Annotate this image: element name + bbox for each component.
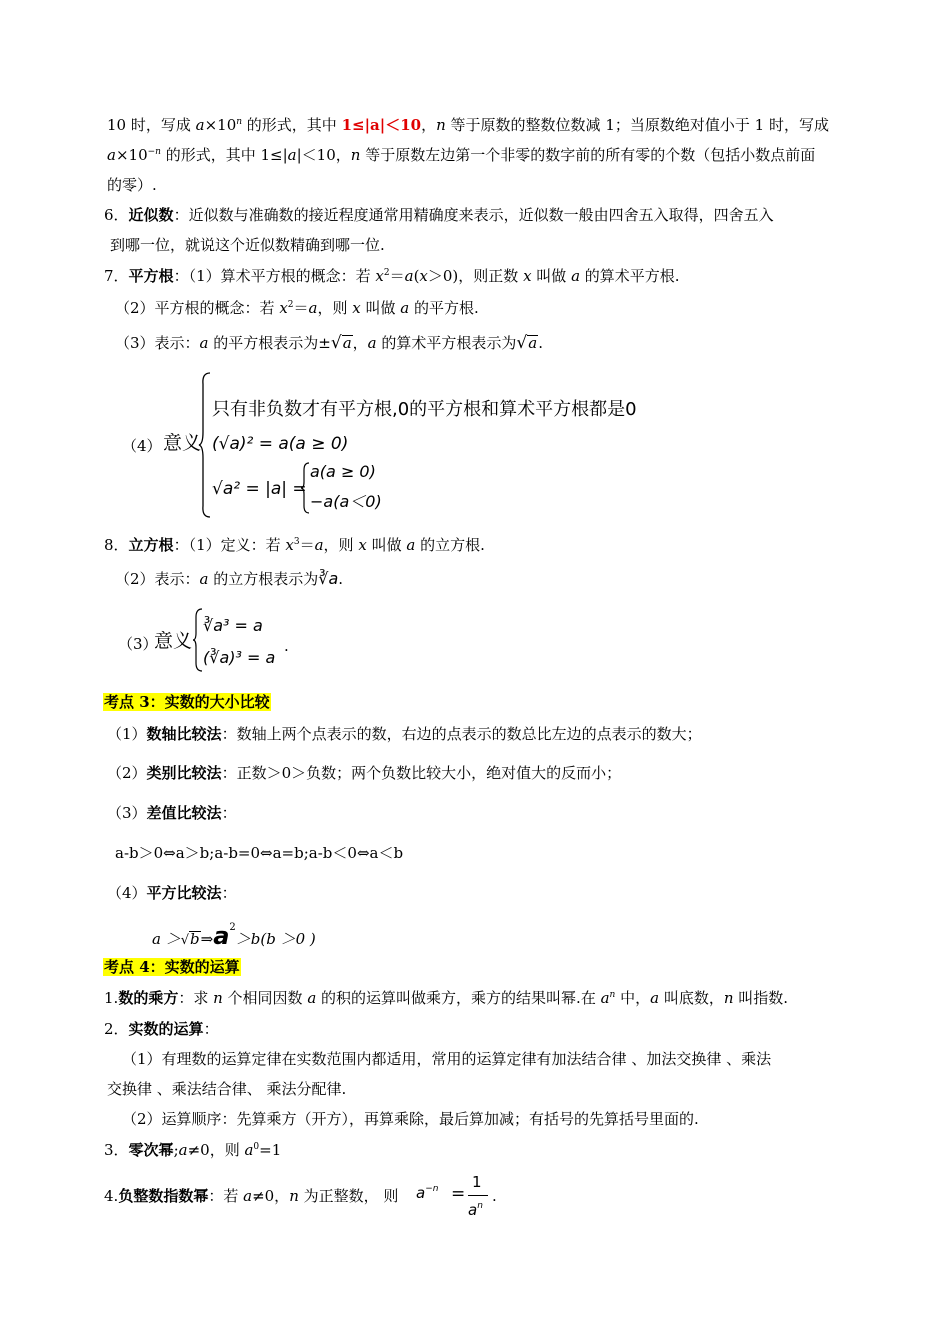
left-brace-icon <box>198 372 212 518</box>
sci-notation-line-3: 的零）. <box>107 176 157 194</box>
power-definition: 1.数的乘方：求 n 个相同因数 a 的积的运算叫做乘方，乘方的结果叫幂.在 $a^n$ 中，a 叫底数，n 叫指数. <box>104 989 789 1007</box>
compare-method-3: （3）差值比较法： <box>107 804 237 822</box>
square-compare-formula: $a >√b\Rightarrow a^2>b(b >0$ ) <box>152 922 316 950</box>
zero-power: 3．零次幂;a≠0，则 $a^0=1$ <box>104 1141 282 1159</box>
approx-number-line-1: 6．近似数：近似数与准确数的接近程度通常用精确度来表示，近似数一般由四舍五入取得，四舍五入 <box>104 206 774 224</box>
meaning-label-4: （4） <box>122 437 162 455</box>
cube-meaning-row-1: ∛a³ = a <box>203 616 263 635</box>
operations-line-1: （1）有理数的运算定律在实数范围内都适用，常用的运算定律有加法结合律 、加法交换律 、乘法 <box>122 1050 772 1068</box>
real-operations-heading: 2．实数的运算： <box>104 1020 219 1038</box>
section-heading-k4: 考点 4：实数的运算 <box>104 958 240 976</box>
sci-notation-line-2: $a\times 10^{-n}$ 的形式，其中 1≤|a|＜10，n 等于原数左边第一个非零的数字前的所有零的个数（包括小数点前面 <box>107 146 816 164</box>
meaning-label-3: （3） <box>118 635 158 653</box>
fraction-numerator: 1 <box>472 1173 482 1191</box>
sci-notation-line-1: 10 时，写成 $a\times 10^n$ 的形式，其中 1≤|a|＜10，n 等于原数的整数位数减 1；当原数绝对值小于 1 时，写成 <box>107 116 829 134</box>
cube-root-line-2: （2）表示：a 的立方根表示为∛a. <box>115 569 344 588</box>
square-root-line-2: （2）平方根的概念：若 $x^2=a$，则 x 叫做 a 的平方根. <box>115 299 479 317</box>
cube-meaning-period: . <box>284 637 289 655</box>
approx-number-line-2: 到哪一位，就说这个近似数精确到哪一位. <box>110 236 385 254</box>
fraction-bar <box>468 1195 488 1196</box>
square-root-line-1: 7．平方根：（1）算术平方根的概念：若 $x^2=a(x>0)$，则正数 x 叫做 a 的算术平方根. <box>104 267 680 285</box>
meaning-word-cube: 意义 <box>154 630 193 652</box>
cube-root-line-1: 8．立方根：（1）定义：若 $x^3=a$，则 x 叫做 a 的立方根. <box>104 536 485 554</box>
operations-line-2: 交换律 、乘法结合律、 乘法分配律. <box>107 1080 347 1098</box>
operations-line-3: （2）运算顺序：先算乘方（开方），再算乘除，最后算加减；有括号的先算括号里面的. <box>122 1110 699 1128</box>
meaning-row-1: 只有非负数才有平方根,0的平方根和算术平方根都是0 <box>212 399 637 420</box>
compare-method-2: （2）类别比较法：正数＞0＞负数；两个负数比较大小，绝对值大的反而小； <box>107 764 622 782</box>
meaning-case-1: a(a ≥ 0) <box>310 462 376 481</box>
compare-method-4: （4）平方比较法： <box>107 884 237 902</box>
cube-meaning-row-2: (∛a)³ = a <box>203 648 276 667</box>
difference-formula: a-b＞0⇔a＞b;a-b=0⇔a=b;a-b＜0⇔a＜b <box>115 844 404 862</box>
compare-method-1: （1）数轴比较法：数轴上两个点表示的数，右边的点表示的数总比左边的点表示的数大； <box>107 725 702 743</box>
fraction-denominator: $a^n$ <box>468 1201 483 1219</box>
negative-power-lhs: $a^{-n}$ <box>416 1184 439 1202</box>
meaning-row-2: (√a)² = a(a ≥ 0) <box>212 434 349 454</box>
meaning-row-3: √a² = |a| = <box>212 479 307 499</box>
meaning-word-square: 意义 <box>163 432 202 454</box>
range-highlight: 1≤|a|＜10 <box>341 116 422 134</box>
section-heading-k3: 考点 3：实数的大小比较 <box>104 693 270 711</box>
inner-brace-icon <box>300 462 310 514</box>
negative-power-period: . <box>492 1187 497 1205</box>
meaning-case-2: −a(a＜0) <box>310 492 382 511</box>
square-root-line-3: （3）表示：a 的平方根表示为±√a，a 的算术平方根表示为√a. <box>115 333 543 353</box>
negative-power-equals: = <box>451 1184 466 1204</box>
negative-power: 4.负整数指数幂：若 a≠0，n 为正整数， 则 <box>104 1187 399 1205</box>
